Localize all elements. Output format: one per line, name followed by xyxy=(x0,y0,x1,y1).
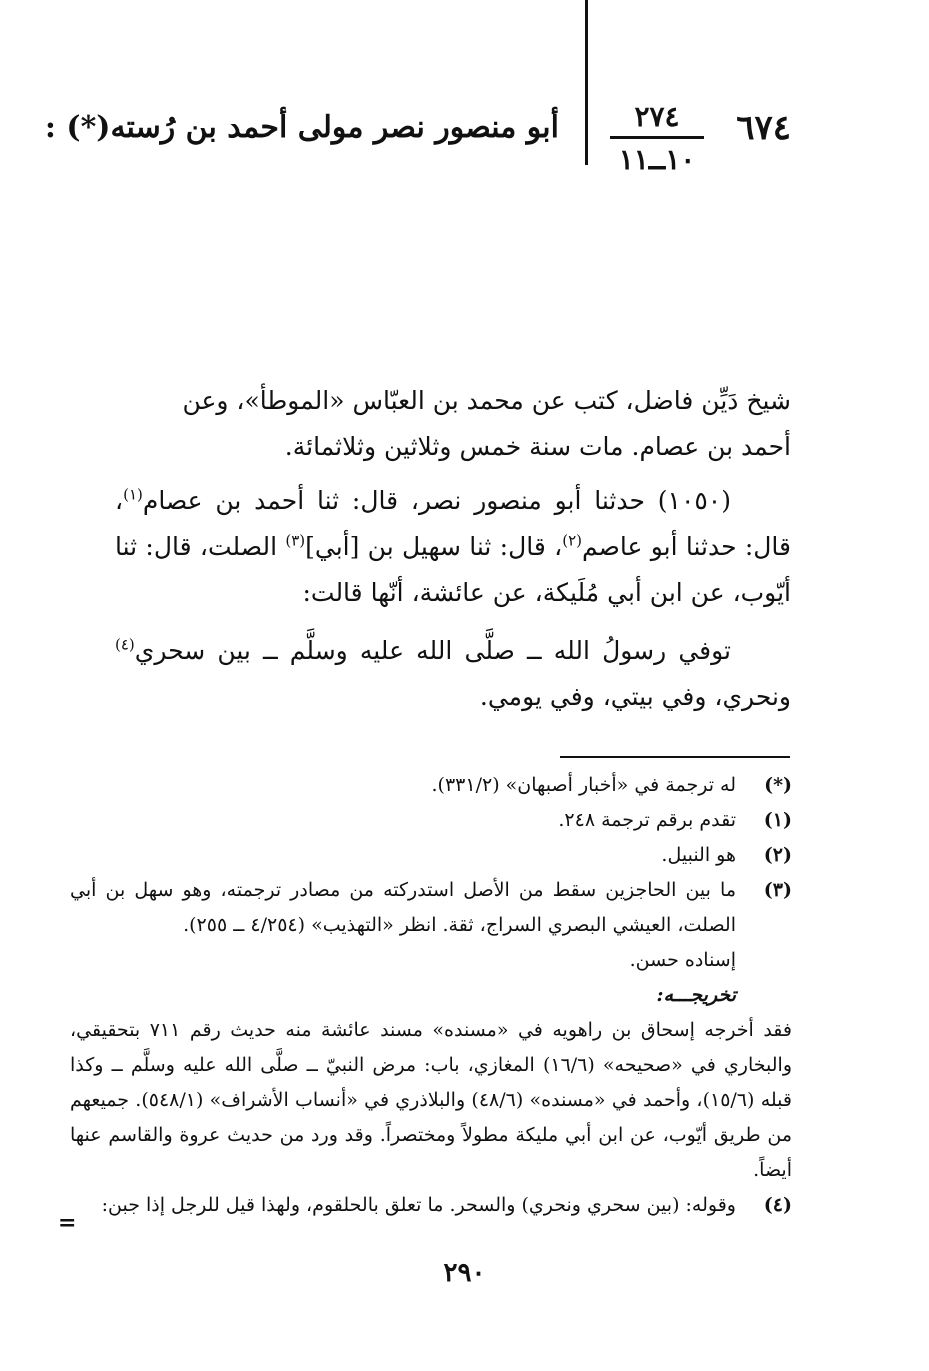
isnad-text-3: ، قال: ثنا سهيل بن [أبي] xyxy=(305,532,563,561)
fraction-top: ٢٧٤ xyxy=(634,100,680,133)
footnote-marker: (٣) xyxy=(763,879,792,901)
footnote-marker: (٢) xyxy=(763,844,792,866)
hadith-matn xyxy=(115,628,791,720)
footnote-marker: (١) xyxy=(763,809,792,831)
footnote-text: ما بين الحاجزين سقط من الأصل استدركته من مصادر ترجمته، وهو سهل بن أبي الصلت، العيشي البصري السراج، ثقة. انظر «التهذيب» (٤/٢٥٤ ــ ٢٥٥). xyxy=(70,879,736,936)
isnad-text-1: (١٠٥٠) حدثنا أبو منصور نصر، قال: ثنا أحمد بن عصام xyxy=(142,486,731,515)
footnote-ref-4: (٤) xyxy=(115,635,135,654)
footnote-item xyxy=(70,768,792,803)
footnote-item xyxy=(70,873,792,1013)
fraction-bar xyxy=(610,136,704,139)
entry-title: أبو منصور نصر مولى أحمد بن رُسته(*) : xyxy=(44,110,559,145)
footnote-text: تقدم برقم ترجمة ٢٤٨. xyxy=(558,809,736,831)
page-number: ٢٩٠ xyxy=(443,1258,486,1288)
footnote-body xyxy=(70,873,736,1013)
matn-text-1: توفي رسولُ الله ــ صلَّى الله عليه وسلَّم ــ بين سحري xyxy=(134,636,731,665)
footnote-ref-1: (١) xyxy=(123,485,143,504)
footnote-ref-2: (٢) xyxy=(562,531,582,550)
footnote-text: له ترجمة في «أخبار أصبهان» (٣٣١/٢). xyxy=(431,774,736,796)
footnote-item xyxy=(70,1188,792,1223)
fraction-bottom: ١٠ــ١١ xyxy=(618,143,696,176)
footnote-marker: (٤) xyxy=(763,1194,792,1216)
header-vertical-rule xyxy=(585,0,588,165)
footnote-text: وقوله: (بين سحري ونحري) والسحر. ما تعلق بالحلقوم، ولهذا قيل للرجل إذا جبن: xyxy=(101,1194,736,1216)
footnote-separator xyxy=(560,756,790,758)
hadith-isnad xyxy=(115,478,791,616)
footnote-text: هو النبيل. xyxy=(661,844,736,866)
footnote-item xyxy=(70,838,792,873)
biography-line-1: شيخ دَيِّن فاضل، كتب عن محمد بن العبّاس «الموطأ»، وعن xyxy=(182,386,791,415)
takhrij-text: فقد أخرجه إسحاق بن راهويه في «مسنده» مسند عائشة منه حديث رقم ٧١١ بتحقيقي، والبخاري في «صحيحه» (١٦/٦) المغازي، باب: مرض النبيّ ــ صلَّى الله عليه وسلَّم ــ وكذا قبله (١٥/٦)، وأحمد في «مسنده» (٤٨/٦) والبلاذري في «أنساب الأشراف» (٥٤٨/١). جميعهم من طريق أيّوب، عن ابن أبي مليكة مطولاً ومختصراً. وقد ورد من حديث عروة والقاسم عنها أيضاً. xyxy=(70,1019,792,1181)
footnotes xyxy=(70,768,792,1223)
biography-line-2: أحمد بن عصام. مات سنة خمس وثلاثين وثلاثمائة. xyxy=(284,432,791,461)
biography-paragraph xyxy=(115,378,791,470)
entry-number: ٦٧٤ xyxy=(736,108,791,148)
isnad-grade: إسناده حسن. xyxy=(629,949,736,971)
footnote-marker: (*) xyxy=(764,774,792,796)
isnad-text-2: ، قال: حدثنا أبو عاصم xyxy=(115,486,791,561)
header-fraction xyxy=(602,100,712,177)
matn-text-2: ونحري، وفي بيتي، وفي يومي. xyxy=(479,682,791,711)
continuation-mark: = xyxy=(58,1210,77,1236)
footnote-ref-3: (٣) xyxy=(285,531,306,550)
isnad-text-4: الصلت، قال: ثنا أيّوب، عن ابن أبي مُلَيكة، عن عائشة، أنّها قالت: xyxy=(115,532,791,607)
footnote-item xyxy=(70,803,792,838)
takhrij-heading: تخريجـــه: xyxy=(656,984,736,1006)
